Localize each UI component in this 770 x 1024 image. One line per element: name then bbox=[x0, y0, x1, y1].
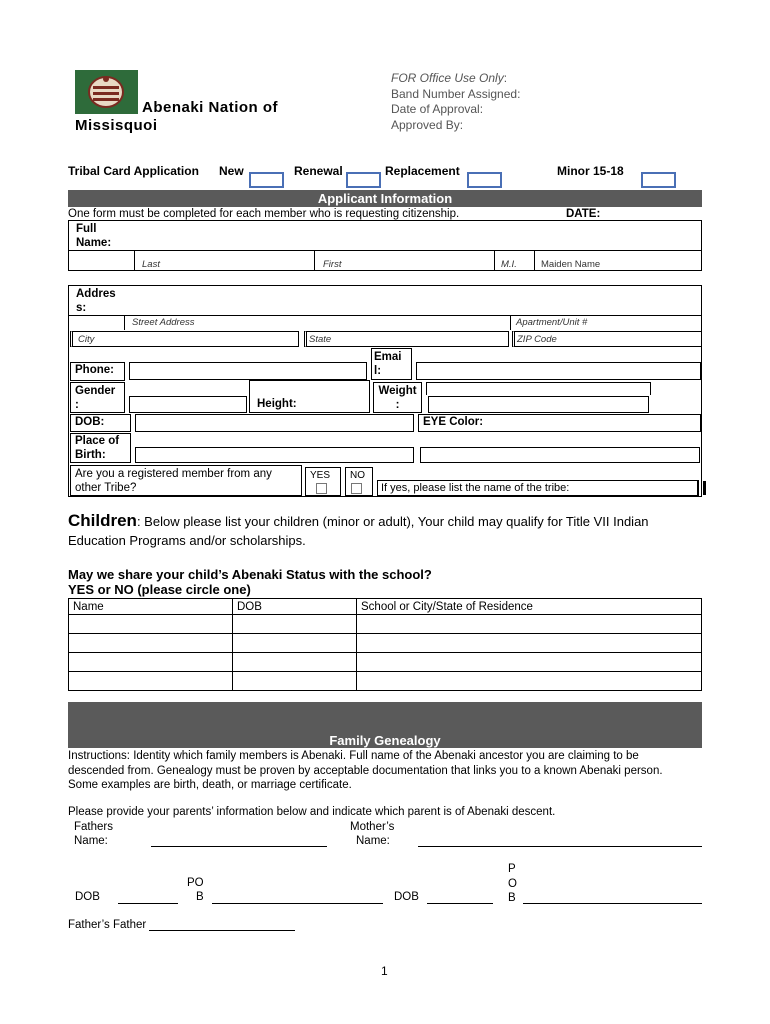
band-number-label: Band Number Assigned: bbox=[391, 86, 521, 101]
office-use-colon: : bbox=[503, 71, 508, 85]
address-label-1: Addres bbox=[76, 288, 116, 300]
height-field[interactable] bbox=[426, 382, 651, 395]
child-school-cell[interactable] bbox=[357, 634, 702, 653]
pob-label-2: Birth: bbox=[75, 449, 106, 461]
org-name-line2: Missisquoi bbox=[75, 117, 158, 134]
child-school-cell[interactable] bbox=[357, 653, 702, 672]
genealogy-instr-1: Instructions: Identity which family members is Abenaki. Full name of the Abenaki ancestor you are claiming to be bbox=[68, 750, 639, 762]
gender-label bbox=[75, 384, 115, 412]
child-name-cell[interactable] bbox=[69, 615, 233, 634]
zip-caption: ZIP Code bbox=[517, 334, 557, 345]
child-dob-cell[interactable] bbox=[233, 672, 357, 691]
yes-checkbox[interactable] bbox=[316, 483, 327, 494]
applicant-note: One form must be completed for each member who is requesting citizenship. bbox=[68, 208, 460, 220]
application-type-label: Tribal Card Application bbox=[68, 164, 199, 178]
genealogy-instr-3: Some examples are birth, death, or marriage certificate. bbox=[68, 779, 352, 791]
yes-label: YES bbox=[310, 470, 331, 481]
other-tribe-question-2: other Tribe? bbox=[75, 482, 137, 494]
mi-caption: M.I. bbox=[501, 259, 517, 270]
page-number: 1 bbox=[381, 964, 388, 978]
full-name-label-1: Full bbox=[76, 223, 97, 235]
no-checkbox[interactable] bbox=[351, 483, 362, 494]
fathers-name-label bbox=[74, 820, 113, 848]
minor-label: Minor 15-18 bbox=[557, 164, 624, 178]
child-school-cell[interactable] bbox=[357, 672, 702, 691]
children-intro bbox=[68, 512, 708, 531]
state-caption: State bbox=[309, 334, 332, 345]
renewal-checkbox[interactable] bbox=[346, 172, 381, 188]
approved-by-label: Approved By: bbox=[391, 117, 464, 132]
children-intro-1: : Below please list your children (minor or adult), Your child may qualify for Title VII Indian bbox=[136, 514, 649, 529]
mothers-name-line[interactable] bbox=[418, 846, 702, 847]
tribe-name-hint: If yes, please list the name of the tribe: bbox=[381, 482, 570, 494]
approval-date-label: Date of Approval: bbox=[391, 102, 484, 116]
full-name-label bbox=[76, 222, 111, 250]
weight-label bbox=[376, 384, 419, 412]
turtle-seal-icon bbox=[75, 70, 138, 114]
email-label-2: l: bbox=[374, 365, 382, 377]
other-tribe-question-1: Are you a registered member from any bbox=[75, 468, 272, 480]
email-label bbox=[374, 350, 402, 378]
other-tribe-question bbox=[75, 467, 272, 495]
col-header-name: Name bbox=[69, 599, 233, 615]
mother-dob-label: DOB bbox=[394, 891, 419, 903]
city-field[interactable] bbox=[70, 331, 299, 347]
mother-pob-line[interactable] bbox=[523, 903, 702, 904]
last-name-field[interactable] bbox=[134, 250, 315, 271]
mother-dob-line[interactable] bbox=[427, 903, 493, 904]
state-field[interactable] bbox=[304, 331, 509, 347]
children-table-header bbox=[69, 599, 702, 615]
mother-pob-label-1: P bbox=[508, 863, 516, 875]
father-dob-line[interactable] bbox=[118, 903, 178, 904]
phone-label: Phone: bbox=[75, 364, 114, 376]
new-checkbox[interactable] bbox=[249, 172, 284, 188]
mother-pob-label-3: B bbox=[508, 892, 516, 904]
table-row bbox=[69, 653, 702, 672]
children-table bbox=[68, 598, 702, 691]
father-pob-label bbox=[187, 876, 204, 904]
weight-label-1: Weight bbox=[378, 385, 417, 397]
child-school-cell[interactable] bbox=[357, 615, 702, 634]
email-field[interactable] bbox=[416, 362, 701, 380]
address-label-2: s: bbox=[76, 302, 87, 314]
full-name-label-2: Name: bbox=[76, 237, 112, 249]
child-name-cell[interactable] bbox=[69, 634, 233, 653]
table-row bbox=[69, 615, 702, 634]
father-pob-label-1: PO bbox=[187, 877, 204, 889]
father-pob-line[interactable] bbox=[212, 903, 383, 904]
fathers-name-label-2: Name: bbox=[74, 835, 108, 847]
father-dob-label: DOB bbox=[75, 891, 100, 903]
fathers-name-label-1: Fathers bbox=[74, 821, 113, 833]
fathers-father-line[interactable] bbox=[149, 930, 295, 931]
father-pob-label-2: B bbox=[196, 891, 204, 903]
child-dob-cell[interactable] bbox=[233, 634, 357, 653]
table-row bbox=[69, 634, 702, 653]
replacement-checkbox[interactable] bbox=[467, 172, 502, 188]
weight-field[interactable] bbox=[428, 396, 649, 413]
children-intro-2: Education Programs and/or scholarships. bbox=[68, 533, 306, 548]
maiden-name-caption: Maiden Name bbox=[541, 259, 601, 270]
pob-label-1: Place of bbox=[75, 435, 120, 447]
office-use-block bbox=[391, 71, 520, 133]
fathers-father-label: Father’s Father bbox=[68, 919, 147, 931]
first-name-field[interactable] bbox=[315, 250, 495, 271]
last-name-caption: Last bbox=[142, 259, 160, 270]
applicant-section-header: Applicant Information bbox=[68, 190, 702, 207]
eye-color-label: EYE Color: bbox=[423, 416, 484, 428]
fathers-name-line[interactable] bbox=[151, 846, 327, 847]
street-address-caption: Street Address bbox=[132, 317, 195, 328]
height-label: Height: bbox=[257, 398, 297, 410]
mothers-name-label bbox=[350, 820, 394, 848]
weight-label-2: : bbox=[395, 399, 400, 411]
col-header-dob: DOB bbox=[233, 599, 357, 615]
office-use-label: FOR Office Use Only bbox=[391, 71, 504, 85]
first-name-caption: First bbox=[323, 259, 342, 270]
address-label bbox=[76, 287, 116, 315]
gender-label-2: : bbox=[75, 399, 79, 411]
dob-field[interactable] bbox=[135, 414, 414, 432]
gender-field[interactable] bbox=[129, 396, 247, 413]
genealogy-instructions bbox=[68, 749, 663, 793]
pob-field[interactable] bbox=[135, 447, 414, 463]
share-status-options: YES or NO (please circle one) bbox=[68, 582, 251, 597]
apt-caption: Apartment/Unit # bbox=[516, 317, 588, 328]
table-row bbox=[69, 672, 702, 691]
child-dob-cell[interactable] bbox=[233, 615, 357, 634]
share-status-question: May we share your child’s Abenaki Status with the school? bbox=[68, 567, 432, 582]
date-label: DATE: bbox=[566, 208, 601, 220]
phone-field[interactable] bbox=[129, 362, 367, 380]
renewal-label: Renewal bbox=[294, 164, 343, 178]
child-dob-cell[interactable] bbox=[233, 653, 357, 672]
mother-pob-label-2: O bbox=[508, 877, 517, 890]
no-label: NO bbox=[350, 470, 365, 481]
mothers-name-label-1: Mother’s bbox=[350, 821, 395, 833]
mother-pob-label bbox=[508, 862, 517, 906]
child-name-cell[interactable] bbox=[69, 672, 233, 691]
child-name-cell[interactable] bbox=[69, 653, 233, 672]
email-label-1: Emai bbox=[374, 351, 402, 363]
mothers-name-label-2: Name: bbox=[356, 835, 390, 847]
city-caption: City bbox=[78, 334, 95, 345]
col-header-school: School or City/State of Residence bbox=[357, 599, 702, 615]
org-name-line1: Abenaki Nation of bbox=[142, 99, 279, 116]
new-label: New bbox=[219, 164, 244, 178]
genealogy-section-header bbox=[68, 702, 702, 748]
pob-label bbox=[75, 434, 119, 462]
parents-note: Please provide your parents’ information below and indicate which parent is of Abenaki descent. bbox=[68, 806, 556, 818]
pob-extra-field[interactable] bbox=[420, 447, 700, 463]
gender-label-1: Gender bbox=[75, 385, 116, 397]
replacement-label: Replacement bbox=[385, 164, 460, 178]
children-heading: Children bbox=[68, 511, 137, 530]
tribal-logo bbox=[75, 70, 138, 114]
genealogy-instr-2: descended from. Genealogy must be proven by acceptable documentation that links you to a known Abenaki person. bbox=[68, 764, 663, 777]
dob-label: DOB: bbox=[75, 416, 105, 428]
genealogy-title: Family Genealogy bbox=[329, 733, 441, 748]
minor-checkbox[interactable] bbox=[641, 172, 676, 188]
